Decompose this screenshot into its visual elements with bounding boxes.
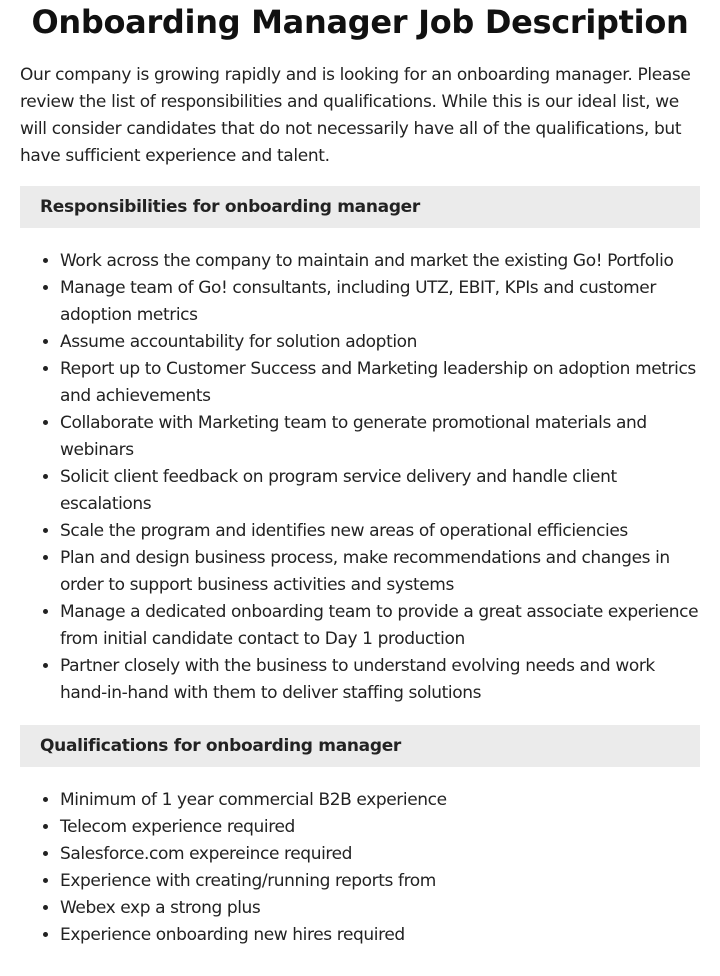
list-item: • Salesforce.com expereince required (60, 841, 700, 868)
page-title: Onboarding Manager Job Description (31, 3, 689, 41)
list-item: • Assume accountability for solution adoption (60, 329, 700, 356)
list-item: • Partner closely with the business to understand evolving needs and work hand-in-hand with them to deliver staffing solutions (60, 653, 700, 707)
responsibilities-list (20, 248, 700, 707)
list-item: • Experience with creating/running reports from (60, 868, 700, 895)
list-item: • Scale the program and identifies new areas of operational efficiencies (60, 518, 700, 545)
list-item: • Solicit client feedback on program service delivery and handle client escalations (60, 464, 700, 518)
list-item: • Experience onboarding new hires required (60, 922, 700, 949)
qualifications-list (20, 787, 700, 949)
list-item: • Work across the company to maintain and market the existing Go! Portfolio (60, 248, 700, 275)
list-item: • Report up to Customer Success and Marketing leadership on adoption metrics and achievements (60, 356, 700, 410)
list-item: • Minimum of 1 year commercial B2B experience (60, 787, 700, 814)
responsibilities-heading: Responsibilities for onboarding manager (20, 186, 700, 228)
list-item: • Collaborate with Marketing team to generate promotional materials and webinars (60, 410, 700, 464)
list-item: • Plan and design business process, make recommendations and changes in order to support business activities and systems (60, 545, 700, 599)
list-item: • Manage a dedicated onboarding team to provide a great associate experience from initial candidate contact to Day 1 production (60, 599, 700, 653)
list-item: • Telecom experience required (60, 814, 700, 841)
list-item: • Manage team of Go! consultants, including UTZ, EBIT, KPIs and customer adoption metrics (60, 275, 700, 329)
intro-paragraph: Our company is growing rapidly and is looking for an onboarding manager. Please review the list of responsibilities and qualifications. While this is our ideal list, we will consider candidates that do not necessarily have all of the qualifications, but have sufficient experience and talent. (20, 65, 691, 166)
qualifications-heading: Qualifications for onboarding manager (20, 725, 700, 767)
list-item: • Webex exp a strong plus (60, 895, 700, 922)
